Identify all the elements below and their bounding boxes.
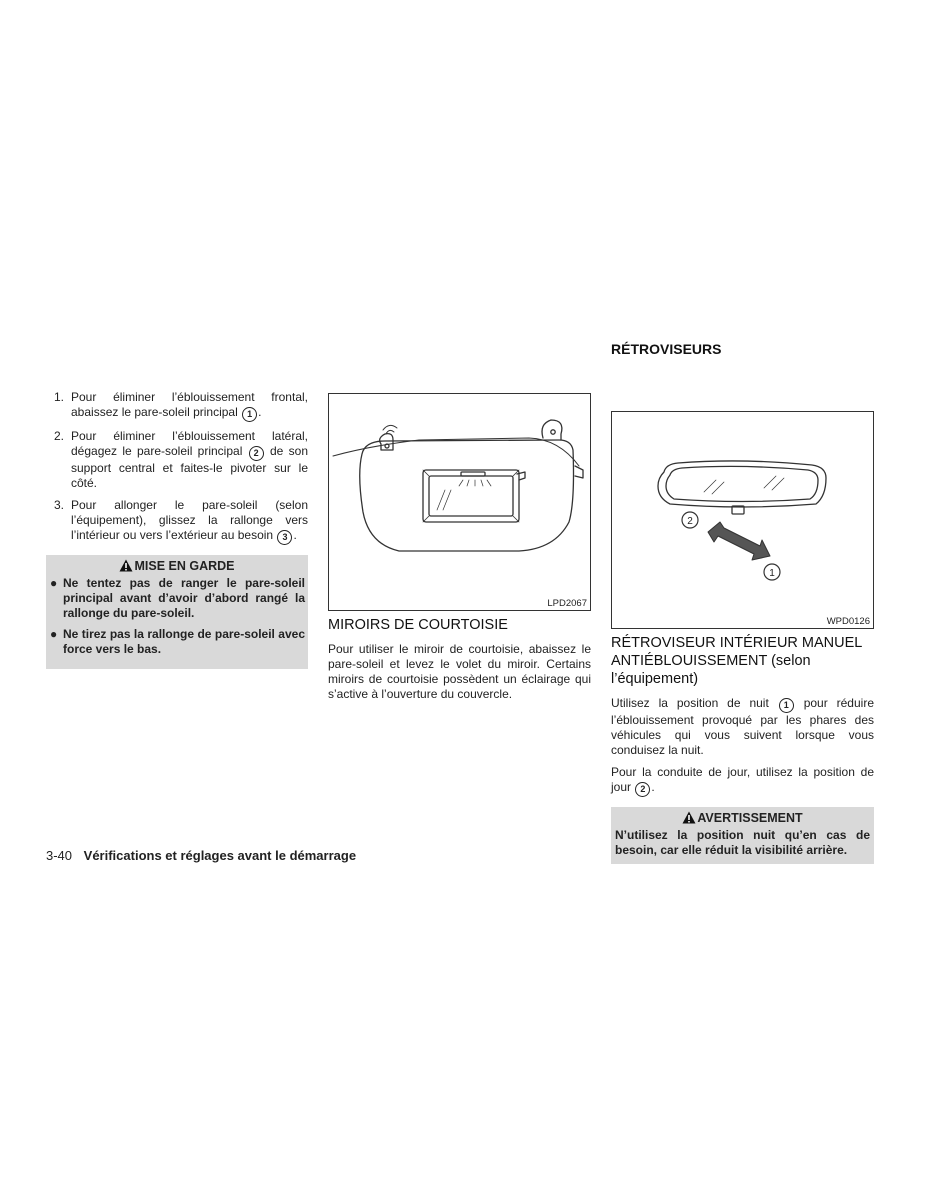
- sunvisor-illustration: [329, 394, 590, 610]
- step-text-after: .: [293, 528, 297, 542]
- warning-title-text: AVERTISSEMENT: [697, 811, 803, 825]
- page-number: 3-40: [46, 848, 73, 863]
- caution-title: [46, 558, 308, 574]
- step-text-after: de son support central et faites-le pivoter sur le côté.: [71, 444, 308, 490]
- step-text: Pour éliminer l’éblouissement latéral, dégagez le pare-soleil principal: [71, 429, 308, 458]
- sunvisor-mirror-figure: [328, 393, 591, 611]
- caution-title-text: MISE EN GARDE: [134, 559, 235, 573]
- paragraph-text: Utilisez la position de nuit: [611, 696, 769, 710]
- callout-number: 1: [779, 698, 794, 713]
- warning-triangle-icon: [682, 811, 696, 824]
- warning-box: [611, 807, 874, 864]
- step-text: Pour éliminer l’éblouissement frontal, abaissez le pare-soleil principal: [71, 390, 308, 419]
- section-heading: MIROIRS DE COURTOISIE: [328, 617, 508, 633]
- paragraph-text: Pour la conduite de jour, utilisez la position de jour: [611, 765, 874, 794]
- caution-box: [46, 555, 308, 669]
- list-item: [46, 627, 308, 657]
- callout-number: 2: [249, 446, 264, 461]
- callout-number: 2: [635, 782, 650, 797]
- step-text-after: .: [258, 405, 262, 419]
- figure-code: LPD2067: [547, 598, 587, 609]
- paragraph-text: .: [651, 780, 655, 794]
- step-text: Pour allonger le pare-soleil (selon l’équipement), glissez la rallonge vers l’intérieur ou vers l’extérieur au besoin: [71, 498, 308, 542]
- callout-label-2: 2: [687, 516, 693, 527]
- callout-label-1: 1: [769, 568, 775, 579]
- sunvisor-steps: [46, 390, 308, 545]
- list-item: [46, 390, 308, 422]
- list-item: [46, 498, 308, 545]
- body-paragraph: [611, 696, 874, 758]
- step-number: 1.: [54, 390, 65, 404]
- list-item: [46, 576, 308, 621]
- chapter-title: Vérifications et réglages avant le démarrage: [83, 848, 357, 863]
- section-heading: RÉTROVISEUR INTÉRIEUR MANUEL ANTIÉBLOUISSEMENT (selon l’équipement): [611, 635, 862, 687]
- middle-column: [328, 393, 591, 709]
- figure-code: WPD0126: [826, 616, 870, 627]
- caution-list: [46, 576, 308, 657]
- callout-number: 1: [242, 407, 257, 422]
- rearview-mirror-illustration: [612, 412, 873, 628]
- page-section-title: RÉTROVISEURS: [611, 341, 722, 357]
- list-item: [46, 429, 308, 491]
- warning-title: [611, 810, 874, 826]
- warning-triangle-icon: [119, 559, 133, 572]
- bullet-icon: ●: [50, 576, 58, 590]
- paragraph-text: pour réduire l’éblouissement provoqué par les phares des véhicules qui vous suivent lorsque vous conduisez la nuit.: [611, 696, 874, 757]
- warning-text: N’utilisez la position nuit qu’en cas de besoin, car elle réduit la visibilité arrière.: [615, 828, 870, 857]
- caution-item-text: Ne tirez pas la rallonge de pare-soleil avec force vers le bas.: [63, 627, 305, 656]
- step-number: 3.: [54, 498, 65, 512]
- bullet-icon: ●: [50, 627, 58, 641]
- rearview-mirror-figure: [611, 411, 874, 629]
- callout-number: 3: [277, 530, 292, 545]
- left-column: [46, 390, 308, 669]
- step-number: 2.: [54, 429, 65, 443]
- body-paragraph: [611, 765, 874, 797]
- caution-item-text: Ne tentez pas de ranger le pare-soleil principal avant d’avoir d’abord rangé la rallonge du pare-soleil.: [63, 576, 305, 620]
- page-footer: [46, 848, 356, 864]
- body-paragraph: Pour utiliser le miroir de courtoisie, abaissez le pare-soleil et levez le volet du miroir. Certains miroirs de courtoisie possèdent un éclairage qui s’active à l’ouverture du couvercle.: [328, 642, 591, 701]
- right-column: [611, 340, 874, 864]
